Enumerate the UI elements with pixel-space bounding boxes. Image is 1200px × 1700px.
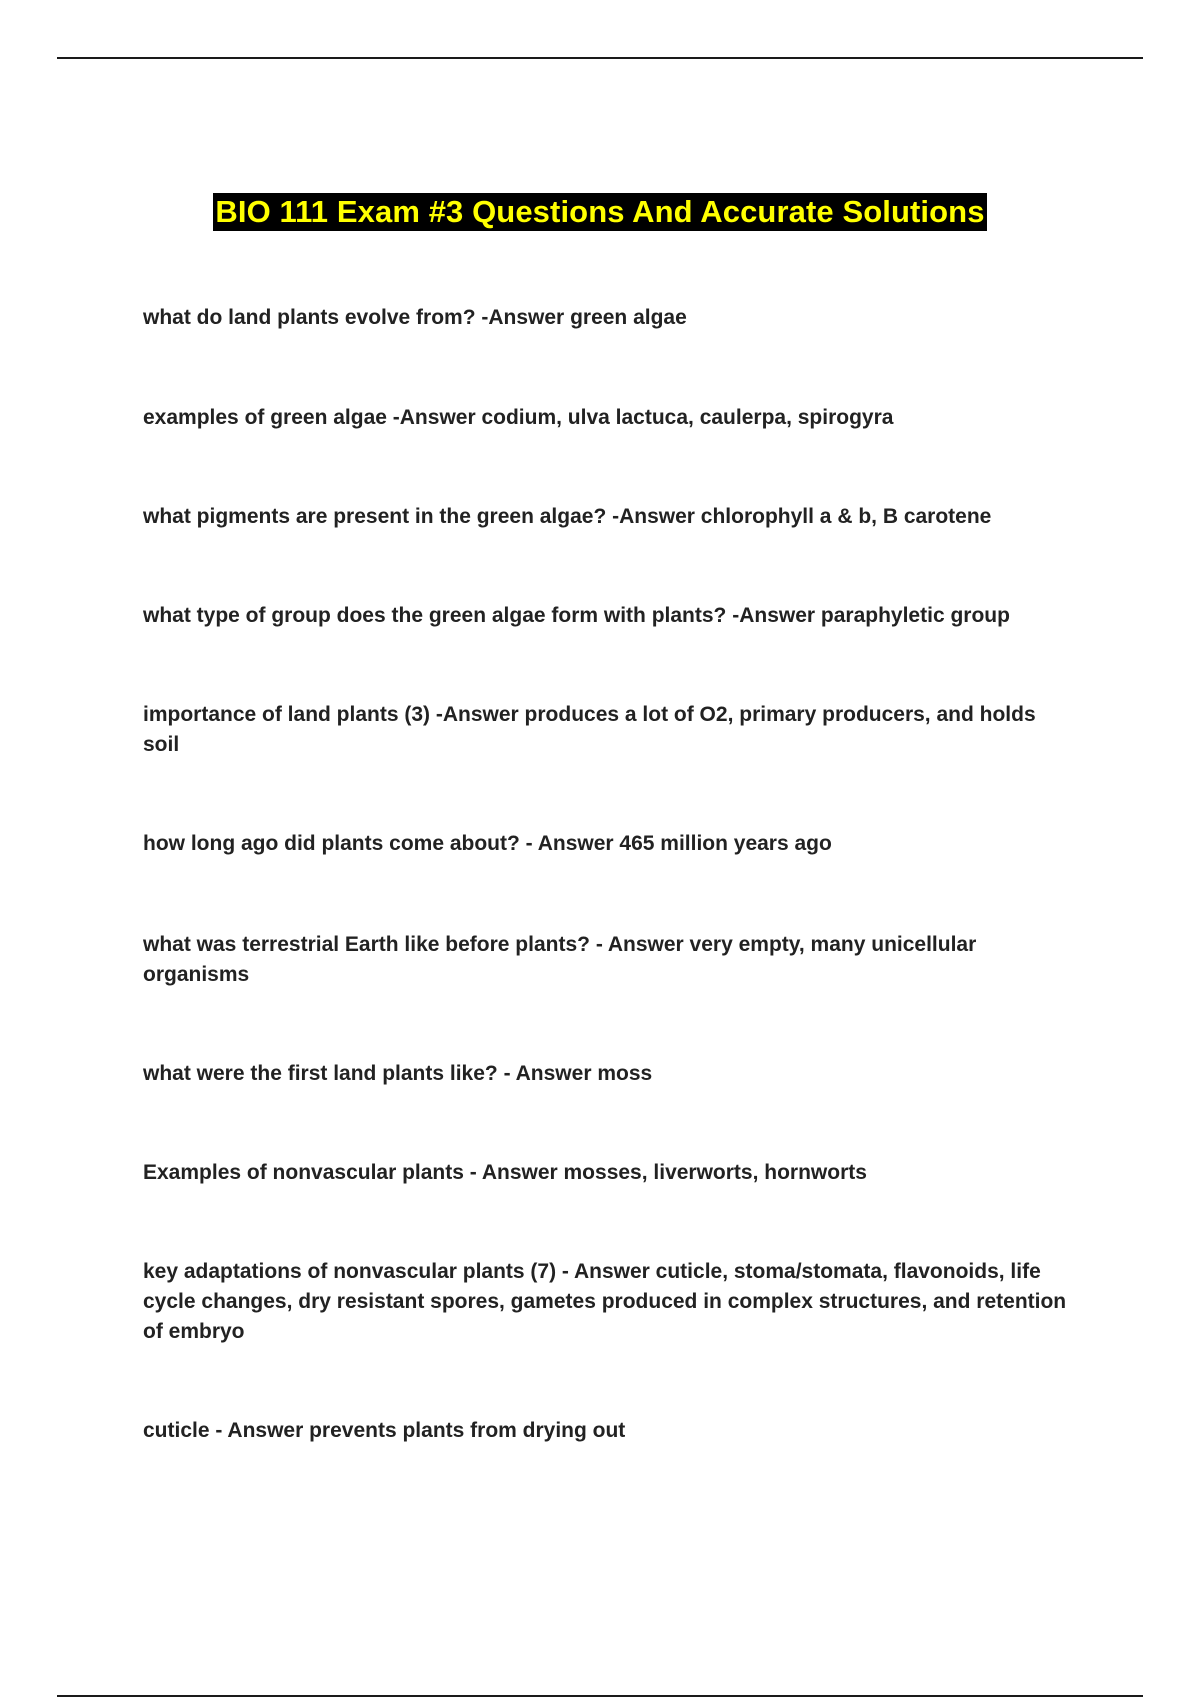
qa-item-6: how long ago did plants come about? - Answer 465 million years ago bbox=[143, 832, 832, 855]
qa-item-11: cuticle - Answer prevents plants from drying out bbox=[143, 1419, 626, 1442]
qa-item-8: what were the first land plants like? - Answer moss bbox=[143, 1062, 653, 1085]
bottom-rule bbox=[57, 1695, 1143, 1697]
qa-item-7: what was terrestrial Earth like before plants? - Answer very empty, many unicellular organisms bbox=[143, 933, 977, 986]
title-container bbox=[0, 193, 1200, 231]
qa-item-2: examples of green algae -Answer codium, ulva lactuca, caulerpa, spirogyra bbox=[143, 406, 894, 429]
qa-item-4: what type of group does the green algae form with plants? -Answer paraphyletic group bbox=[143, 604, 1010, 627]
qa-item-10: key adaptations of nonvascular plants (7) - Answer cuticle, stoma/stomata, flavonoids, life cycle changes, dry resistant spores, gametes produced in complex structures, and retention of embryo bbox=[143, 1260, 1067, 1343]
qa-item-5: importance of land plants (3) -Answer produces a lot of O2, primary producers, and holds soil bbox=[143, 703, 1036, 756]
qa-item-3: what pigments are present in the green algae? -Answer chlorophyll a & b, B carotene bbox=[143, 505, 992, 528]
document-title: BIO 111 Exam #3 Questions And Accurate Solutions bbox=[215, 194, 985, 229]
qa-item-9: Examples of nonvascular plants - Answer mosses, liverworts, hornworts bbox=[143, 1161, 867, 1184]
qa-item-1: what do land plants evolve from? -Answer green algae bbox=[143, 306, 687, 329]
top-rule bbox=[57, 57, 1143, 59]
